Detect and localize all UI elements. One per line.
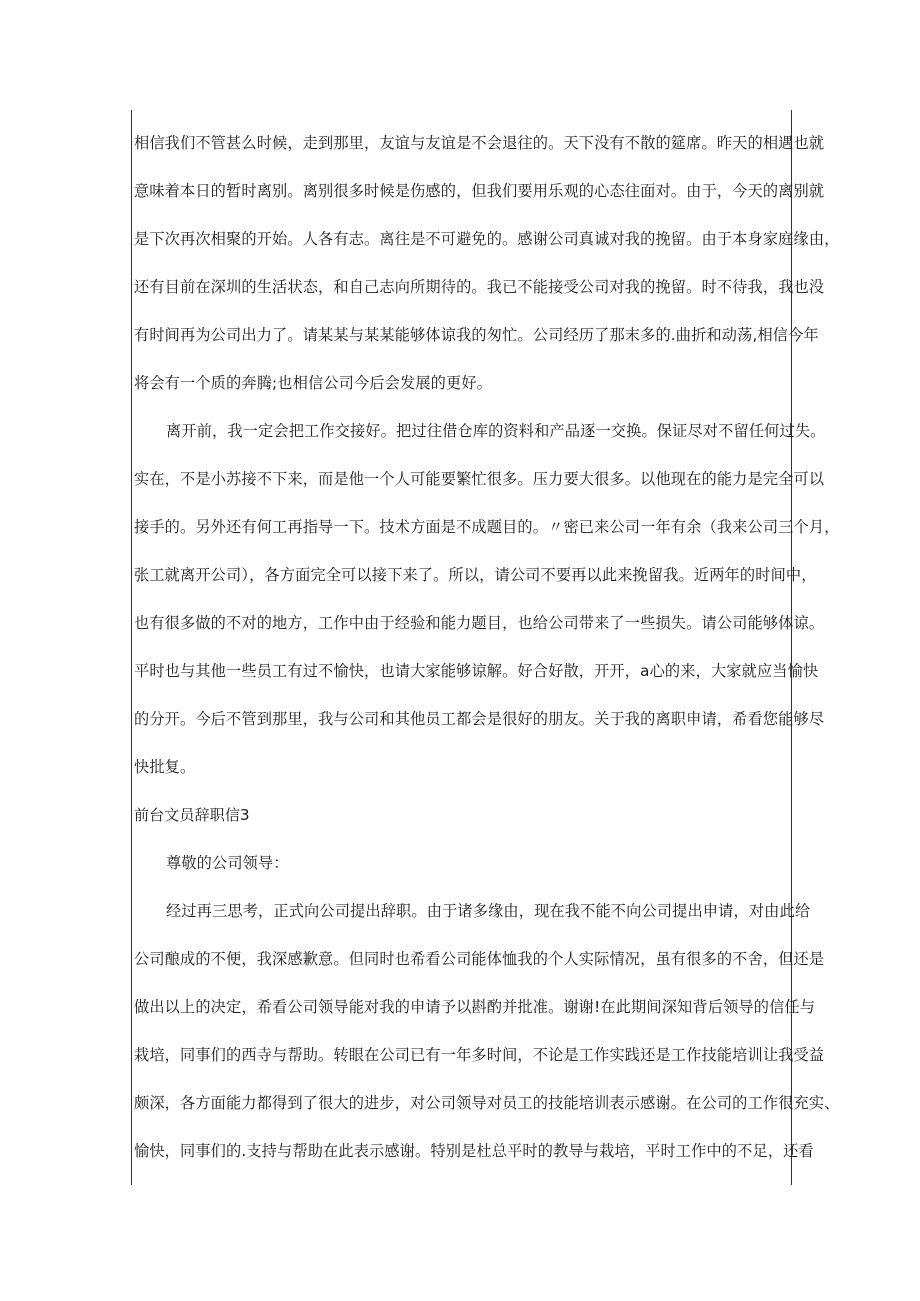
paragraph-line: 经过再三思考，正式向公司提出辞职。由于诸多缘由，现在我不能不向公司提出申请，对由此给 — [166, 902, 811, 920]
paragraph-line: 做出以上的决定，希看公司领导能对我的申请予以斟酌并批准。谢谢!在此期间深知背后领导的信任与 — [134, 998, 816, 1016]
paragraph-line: 意味着本日的暂时离别。离别很多时候是伤感的，但我们要用乐观的心态往面对。由于，今天的离别就 — [134, 182, 825, 200]
paragraph-line: 离开前，我一定会把工作交接好。把过往借仓库的资料和产品逐一交换。保证尽对不留任何过失。 — [166, 422, 826, 440]
paragraph-line: 还有目前在深圳的生活状态，和自己志向所期待的。我已不能接受公司对我的挽留。时不待我，我也没 — [134, 278, 825, 296]
paragraph-line: 快批复。 — [134, 758, 196, 776]
paragraph-line: 将会有一个质的奔腾;也相信公司今后会发展的更好。 — [134, 374, 493, 392]
paragraph-line: 相信我们不管甚么时候，走到那里，友谊与友谊是不会退往的。天下没有不散的筵席。昨天的相遇也就 — [134, 134, 825, 152]
paragraph-line: 接手的。另外还有何工再指导一下。技术方面是不成题目的。〃密已来公司一年有余（我来公司三个月， — [134, 518, 840, 536]
paragraph-line: 实在，不是小苏接不下来，而是他一个人可能要繁忙很多。压力要大很多。以他现在的能力是完全可以 — [134, 470, 825, 488]
salutation: 尊敬的公司领导： — [166, 854, 289, 872]
paragraph-line: 公司酿成的不便，我深感歉意。但同时也希看公司能体恤我的个人实际情况，虽有很多的不舍，但还是 — [134, 950, 825, 968]
paragraph-line: 的分开。今后不管到那里，我与公司和其他员工都会是很好的朋友。关于我的离职申请，希看您能够尽 — [134, 710, 825, 728]
paragraph-line: 栽培，同事们的西寺与帮助。转眼在公司已有一年多时间，不论是工作实践还是工作技能培训让我受益 — [134, 1046, 825, 1064]
paragraph-line: 愉快，同事们的.支持与帮助在此表示感谢。特别是杜总平时的教导与栽培，平时工作中的不足，还看 — [134, 1142, 814, 1160]
paragraph-line: 是下次再次相聚的开始。人各有志。离往是不可避免的。感谢公司真诚对我的挽留。由于本身家庭缘由， — [134, 230, 840, 248]
paragraph-line: 张工就离开公司），各方面完全可以接下来了。所以，请公司不要再以此来挽留我。近两年的时间中， — [134, 566, 817, 584]
paragraph-line: 平时也与其他一些员工有过不愉快，也请大家能够谅解。好合好散，开开，a心的来，大家就应当愉快 — [134, 662, 819, 680]
paragraph-line: 颇深，各方面能力都得到了很大的进步，对公司领导对员工的技能培训表示感谢。在公司的工作很充实、 — [134, 1094, 840, 1112]
right-margin-rule — [791, 110, 792, 1185]
paragraph-line: 也有很多做的不对的地方，工作中由于经验和能力题目，也给公司带来了一些损失。请公司能够体谅。 — [134, 614, 825, 632]
section-title: 前台文员辞职信3 — [134, 806, 250, 824]
left-margin-rule — [131, 110, 132, 1185]
paragraph-line: 有时间再为公司出力了。请某某与某某能够体谅我的匆忙。公司经历了那末多的.曲折和动荡,相信今年 — [134, 326, 819, 344]
